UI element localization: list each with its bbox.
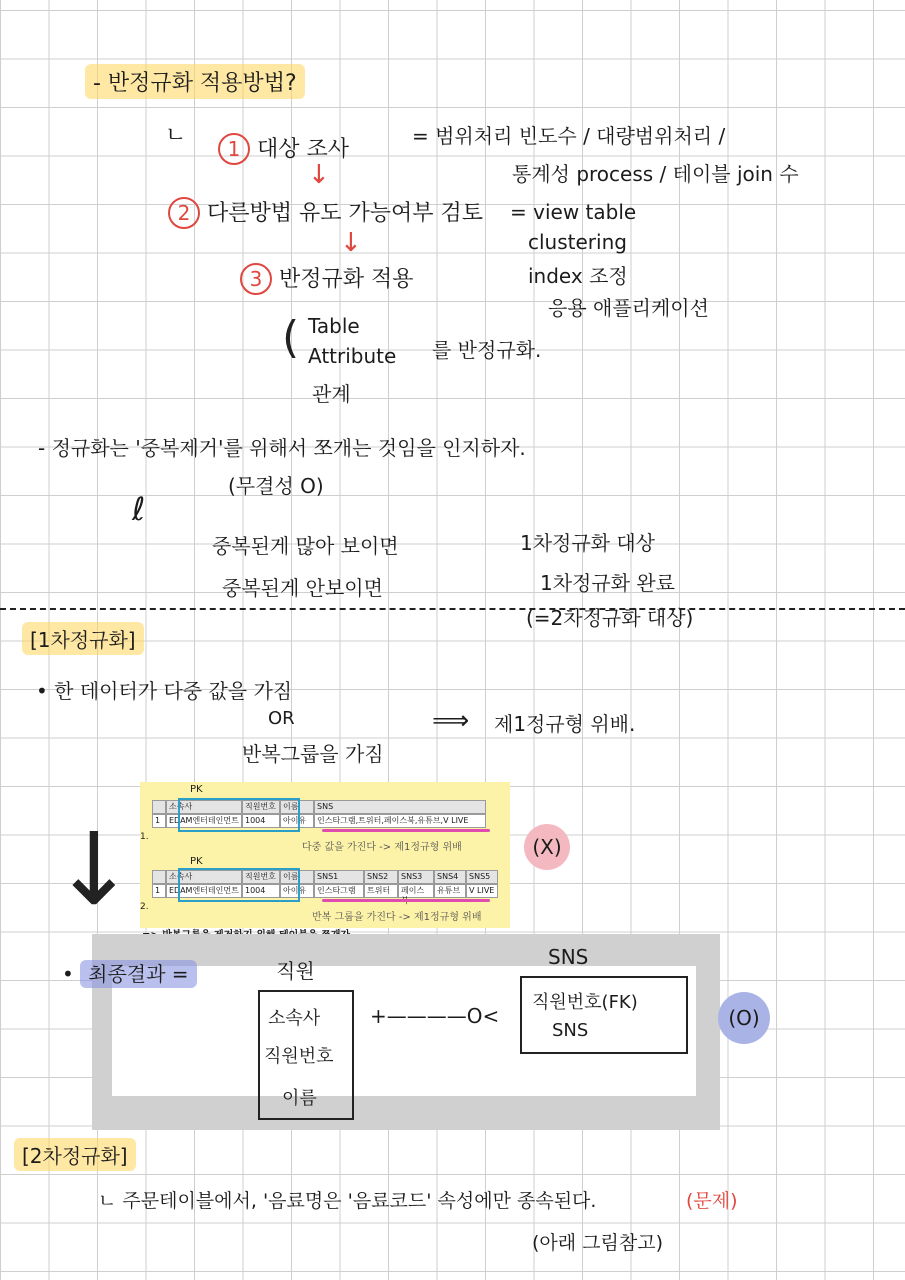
step1-detail-line2: 통계성 process / 테이블 join 수 bbox=[512, 162, 799, 186]
header-cell: 직원번호 bbox=[242, 870, 280, 884]
header-cell: 직원번호 bbox=[242, 800, 280, 814]
section-divider bbox=[0, 608, 905, 610]
table-cell: 인스타그램,트위터,페이스북,유튜브,V LIVE bbox=[314, 814, 486, 828]
step2-number: 2 bbox=[168, 197, 200, 229]
entity-employee-title: 직원 bbox=[276, 959, 315, 983]
heading-denormalization-method: - 반정규화 적용방법? bbox=[85, 64, 305, 99]
2nf-statement: ㄴ 주문테이블에서, '음료명은 '음료코드' 속성에만 종속된다. bbox=[98, 1190, 597, 1212]
table-cell: 1 bbox=[152, 884, 166, 898]
step3-item-attribute: Attribute bbox=[308, 344, 397, 368]
header-cell: 소속사 bbox=[166, 870, 242, 884]
entity-sns-title: SNS bbox=[548, 945, 589, 969]
pk-highlight bbox=[178, 868, 300, 902]
step2-label: 다른방법 유도 가능여부 검토 bbox=[207, 201, 484, 226]
table-cell: V LIVE bbox=[466, 884, 498, 898]
pk-label-1: PK bbox=[190, 784, 203, 795]
long-down-arrow-icon: ↓ bbox=[52, 811, 136, 928]
integrity-note: (무결성 O) bbox=[228, 474, 324, 498]
table-cell: 1004 bbox=[242, 814, 280, 828]
table-cell: 아이유 bbox=[280, 814, 314, 828]
table-cell: 페이스 bbox=[398, 884, 434, 898]
1nf-or: OR bbox=[268, 708, 295, 729]
pk-highlight bbox=[178, 798, 300, 832]
step2-row bbox=[168, 196, 483, 229]
step3-row bbox=[240, 262, 414, 295]
corner-mark: ㄴ bbox=[165, 123, 187, 148]
step3-item-relation: 관계 bbox=[312, 382, 351, 406]
step1-detail-line1: = 범위처리 빈도수 / 대량범위처리 / bbox=[412, 124, 726, 148]
heading-2nf: [2차정규화] bbox=[14, 1138, 136, 1171]
table-cell: 유튜브 bbox=[434, 884, 466, 898]
normalization-note: - 정규화는 '중복제거'를 위해서 쪼개는 것임을 인지하자. bbox=[38, 436, 526, 460]
down-arrow-icon: ↓ bbox=[308, 160, 330, 190]
pk-label-2: PK bbox=[190, 856, 203, 867]
2nf-reference: (아래 그림참고) bbox=[532, 1232, 663, 1254]
entity-sns bbox=[520, 976, 688, 1054]
header-cell: SNS2 bbox=[364, 870, 398, 884]
step3-label: 반정규화 적용 bbox=[279, 267, 414, 292]
step1-number: 1 bbox=[218, 133, 250, 165]
wrong-badge: (X) bbox=[524, 824, 570, 870]
implies-arrow-icon: ⟹ bbox=[432, 706, 470, 736]
underline bbox=[322, 829, 490, 832]
header-cell: SNS4 bbox=[434, 870, 466, 884]
correct-badge: (O) bbox=[718, 992, 770, 1044]
underline bbox=[322, 899, 490, 902]
entity-attr: SNS bbox=[552, 1020, 589, 1041]
header-cell: SNS3 bbox=[398, 870, 434, 884]
case1-result: 1차정규화 대상 bbox=[520, 531, 656, 555]
row-number-1: 1. bbox=[140, 832, 149, 842]
heading-1nf: [1차정규화] bbox=[22, 622, 144, 655]
entity-attr: 직원번호 bbox=[264, 1046, 334, 1067]
relationship-line: +————O< bbox=[370, 1004, 500, 1028]
header-cell: SNS1 bbox=[314, 870, 364, 884]
final-result-label: • 최종결과 = bbox=[62, 958, 197, 987]
case1-condition: 중복된게 많아 보이면 bbox=[212, 534, 399, 558]
step2-option-2: clustering bbox=[528, 230, 627, 254]
header-cell: 소속사 bbox=[166, 800, 242, 814]
brace-icon: ( bbox=[282, 312, 300, 363]
1nf-violation: 제1정규형 위배. bbox=[494, 712, 636, 736]
2nf-problem: (문제) bbox=[686, 1190, 738, 1212]
header-cell: 이름 bbox=[280, 870, 314, 884]
header-cell: SNS5 bbox=[466, 870, 498, 884]
step3-number: 3 bbox=[240, 263, 272, 295]
final-result-text: 최종결과 = bbox=[80, 960, 196, 988]
case2-result: 1차정규화 완료 bbox=[540, 571, 676, 595]
step3-item-table: Table bbox=[308, 314, 360, 338]
case2-condition: 중복된게 안보이면 bbox=[222, 576, 383, 600]
step1-label: 대상 조사 bbox=[257, 137, 350, 162]
down-arrow-icon: ↓ bbox=[340, 228, 362, 258]
curl-arrow-icon: ℓ bbox=[132, 490, 146, 528]
entity-attr: 직원번호(FK) bbox=[532, 992, 638, 1013]
1nf-condition-1: • 한 데이터가 다중 값을 가짐 bbox=[36, 679, 293, 703]
entity-attr: 이름 bbox=[282, 1088, 317, 1109]
step3-suffix: 를 반정규화. bbox=[432, 338, 542, 362]
table-cell: 1004 bbox=[242, 884, 280, 898]
step2-option-1: = view table bbox=[510, 200, 637, 224]
table-cell: 아이유 bbox=[280, 884, 314, 898]
table-cell: EDAM엔터테인먼트 bbox=[166, 884, 242, 898]
entity-attr: 소속사 bbox=[268, 1008, 321, 1029]
table-cell: 인스타그램 bbox=[314, 884, 364, 898]
table-cell: 트위터 bbox=[364, 884, 398, 898]
table-cell: EDAM엔터테인먼트 bbox=[166, 814, 242, 828]
note-2: 반복 그룹을 가진다 -> 제1정규형 위배 bbox=[312, 912, 482, 923]
note-1: 다중 값을 가진다 -> 제1정규형 위배 bbox=[302, 842, 462, 853]
case2-subresult: (=2차정규화 대상) bbox=[526, 606, 694, 630]
row-number-2: 2. bbox=[140, 902, 149, 912]
1nf-condition-2: 반복그룹을 가짐 bbox=[242, 742, 384, 766]
table-screenshot bbox=[140, 782, 510, 928]
header-cell: 이름 bbox=[280, 800, 314, 814]
step2-option-3: index 조정 bbox=[528, 264, 628, 288]
header-cell: SNS bbox=[314, 800, 486, 814]
step2-option-4: 응용 애플리케이션 bbox=[548, 296, 709, 320]
table-cell: 1 bbox=[152, 814, 166, 828]
entity-employee bbox=[258, 990, 354, 1120]
